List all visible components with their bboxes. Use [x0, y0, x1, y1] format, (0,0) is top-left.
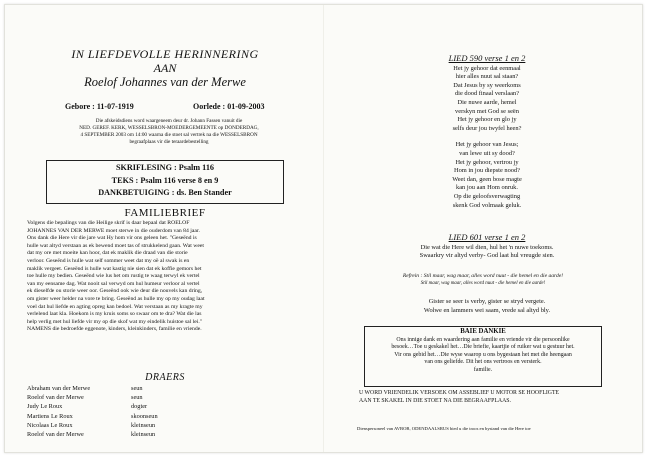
- song-line: Swaarkry vir altyd verby- God laat hul vreugde sien.: [419, 252, 555, 260]
- familiebrief-line: Ons dank die Here vir die jare wat Hy hom vir ons geleen het. "Geseënd is: [27, 235, 197, 242]
- familiebrief-line: Volgens die bepalings van die Heilige skrif is daar bepaal dat ROELOF: [27, 220, 190, 226]
- song-line: Weet dan, geen bose magte: [452, 175, 522, 183]
- draer-relation: seun: [131, 394, 143, 402]
- draer-relation: seun: [131, 385, 143, 392]
- song-590-title: LIED 590 verse 1 en 2: [448, 53, 526, 63]
- familiebrief-line: JOHANNES VAN DER MERWE moet sterwe in die ouderdom van 84 jaar.: [27, 227, 200, 234]
- draer-name: Nicolaas Le Roux: [27, 421, 73, 429]
- song-line: Die wat die Here wil dien, hul het 'n nuwe toekoms.: [420, 243, 554, 251]
- thanks-box: [364, 326, 602, 387]
- familiebrief-line: om gister weer helder na vore te bring. Geseënd as hulle my op my oudag laat: [27, 295, 205, 302]
- draer-row: [27, 430, 287, 439]
- song-line: van lewe uit sy dood?: [459, 149, 515, 157]
- familiebrief-line: verlelend laat kla. Hoekom is my kruis soms so swaar om te dra? Wat die las: [27, 311, 202, 318]
- thanks-line: Ons innige dank en waardering aan familie en vriende vir die persoonlike: [396, 336, 570, 343]
- notice-line: AAN TE SKAKEL IN DIE STOET NA DIE BEGRAAFPLAAS.: [359, 397, 511, 404]
- skriflesing: SKRIFLESING : Psalm 116: [115, 163, 215, 172]
- draer-relation: kleinseun: [131, 421, 156, 429]
- service-intro: [25, 118, 313, 146]
- draer-row: [27, 412, 287, 421]
- song-line: Dat Jesus by sy weerkoms: [453, 81, 521, 89]
- headlights-notice: [359, 390, 619, 405]
- familiebrief-title: FAMILIEBRIEF: [124, 207, 206, 219]
- draers-title: DRAERS: [145, 372, 185, 383]
- draer-name: Abraham van der Merwe: [27, 385, 91, 392]
- song-line: Op die geloofsverwagting: [453, 192, 521, 200]
- familiebrief-line: help verlig met hul liefde vir my op die skof wat my eindelik huistoe sal lei.": [27, 318, 203, 325]
- thanks-line: familie.: [473, 366, 493, 373]
- song-line: hier alles nuut sal staan?: [455, 73, 519, 81]
- familiebrief-line: hulle wat altyd verstaan as ek bewend moet tas of strukkelend gaan. Wat weet: [27, 242, 204, 249]
- teks: TEKS : Psalm 116 verse 8 en 9: [111, 175, 219, 185]
- song-line: Het jy gehoor van Jesus;: [455, 141, 519, 149]
- song-line: Die nuwe aarde, hemel: [457, 98, 517, 106]
- familiebrief-line: toe hulle my bedien. Geseënd wie lus het om rustig te waag terwyl ek vertel: [27, 273, 200, 280]
- song-line: die dood finaal verslaan?: [454, 90, 520, 98]
- fold-line: [323, 5, 324, 452]
- song-line: Het jy gehoor en glo jy: [457, 116, 517, 124]
- scripture-box: [46, 160, 284, 204]
- familiebrief-line: van my eensame dag. Wat nooit sal verwyd om hul humeur verloor al vertel: [27, 280, 200, 287]
- familiebrief-line: dat my ore met moeite kan hoor, dat ek maklik die draad van die storie: [27, 250, 188, 257]
- notice-line: U WORD VRIENDELIK VERSOEK OM ASSEBLIEF U MOTOR SE HOOFLIGTE: [359, 390, 560, 396]
- refrain-line: Refrein : Stil maar, wag maar, alles word nuut - die hemel en die aarde!: [402, 273, 564, 279]
- song-line: Het jy gehoor dat eenmaal: [453, 64, 521, 72]
- draer-name: Judy Le Roux: [27, 403, 63, 411]
- refrain: [333, 273, 633, 287]
- right-panel: [327, 5, 642, 452]
- intro-line: 4 SEPTEMBER 2003 om 14:00 waarna die stoet sal vertrek na die WESSELSBRON: [80, 132, 258, 138]
- song-line: verskyn met God se seën: [455, 107, 519, 115]
- refrain-line: Stil maar, wag maar, alles word nuut - die hemel en die aarde!: [420, 281, 546, 287]
- undertaker-note: Dienspersoneel van AVBOB, ODENDAALSRUS bied u die troos en bystand van die Here toe: [357, 426, 531, 431]
- dankbetuiging: DANKBETUIGING : ds. Ben Stander: [98, 188, 232, 197]
- song-line: Hom in jou diepste nood?: [453, 167, 521, 175]
- memorial-heading: IN LIEFDEVOLLE HERINNERING: [71, 47, 259, 61]
- song-line: Het jy gehoor, vertrou jy: [455, 158, 519, 166]
- draer-row: [27, 402, 287, 411]
- funeral-program: [4, 4, 643, 453]
- familiebrief-line: voel dat hul liefde en agting opreg kan bedoel. Wat verstaan as my kragte my: [27, 303, 203, 310]
- memorial-aan: AAN: [153, 61, 177, 75]
- song-line: skenk God volmaak geluk.: [452, 201, 522, 209]
- thanks-line: Vir ons gebid het…Die wyse waarop u ons bygestaan het met die heengaan: [394, 351, 572, 358]
- thanks-title: BAIE DANKIE: [460, 328, 506, 335]
- familiebrief-line: maklik vergeet. Geseënd is hulle wat kastig nie sien dat ek koffie gemors het: [27, 265, 202, 272]
- intro-line: Die afskeidsdiens word waargeneem deur dr. Johann Fassen vanuit die: [95, 118, 243, 124]
- draer-relation: kleinseun: [131, 430, 156, 438]
- song-line: kan jou aan Hom onruk.: [456, 184, 518, 192]
- draer-row: [27, 384, 287, 393]
- song-line: selfs deur jou twyfel heen?: [452, 124, 522, 132]
- draer-name: Martiens Le Roux: [27, 412, 73, 420]
- draer-row: [27, 421, 287, 430]
- birth-date: Gebore : 11-07-1919: [65, 102, 134, 111]
- deceased-name: Roelof Johannes van der Merwe: [84, 75, 246, 89]
- draers-list: [27, 384, 287, 439]
- draer-row: [27, 393, 287, 402]
- closing-verse: [347, 298, 627, 315]
- song-601-title: LIED 601 verse 1 en 2: [448, 232, 526, 242]
- familiebrief-line: NAMENS die bedroefde eggenote, kinders, kleinkinders, familie en vriende.: [27, 326, 202, 333]
- draer-relation: skoonseun: [131, 412, 158, 420]
- thanks-line: van ons geliefde. Dit het ons vertroos en versterk.: [424, 359, 542, 365]
- familiebrief-line: verloor. Geseënd is hulle wat self sommer weet dat my oë al swak is en: [27, 257, 190, 264]
- song-590: [357, 54, 617, 210]
- song-601: [347, 233, 627, 261]
- familiebrief-body: [27, 220, 310, 334]
- death-date: Oorlede : 01-09-2003: [193, 102, 265, 111]
- intro-line: NED. GEREF. KERK, WESSELSBRON-MOEDERGEMEENTE op DONDERDAG,: [79, 125, 259, 131]
- draer-relation: dogter: [131, 403, 148, 411]
- closing-line: Gister se seer is verby, gister se stryd vergete.: [428, 298, 546, 305]
- thanks-line: besoek…Toe u geskakel het…Die briefie, kaartjie of ruiker wat u gestuur het.: [391, 344, 575, 350]
- intro-line: begraafplaas vir die teraardebestelling: [129, 139, 209, 145]
- draer-name: Roelof van der Merwe: [27, 394, 84, 402]
- left-panel: [5, 5, 325, 452]
- closing-line: Wolwe en lammers wei saam, vrede sal altyd bly.: [423, 306, 551, 314]
- familiebrief-line: ek dieselfde ou storie weer oor. Geseënd ook wie deur die nouvels kan dring,: [27, 288, 203, 295]
- draer-name: Roelof van der Merwe: [27, 430, 84, 438]
